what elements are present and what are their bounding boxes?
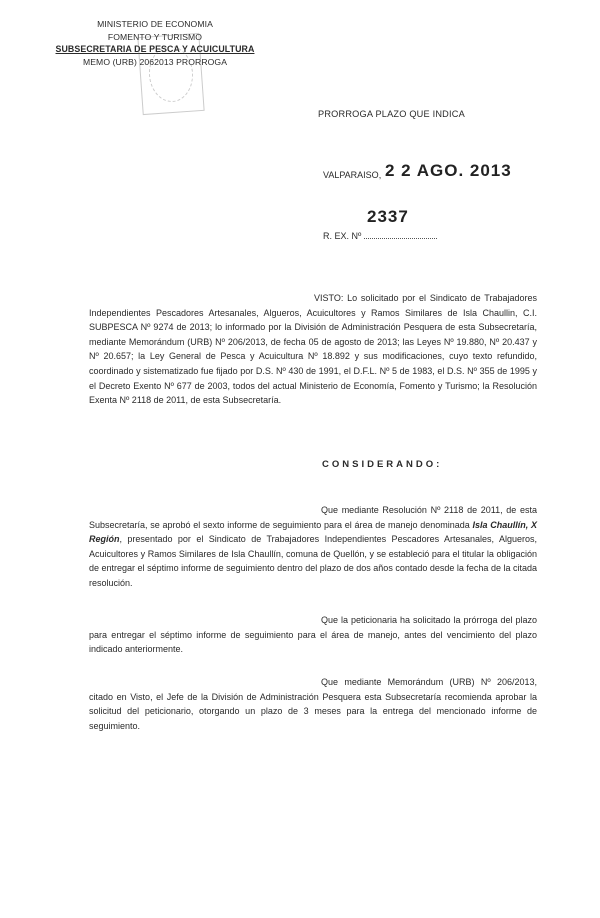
faded-stamp-icon: [137, 33, 204, 115]
resolution-number: 2337: [367, 207, 409, 226]
place-label: VALPARAISO,: [323, 170, 382, 180]
para1-before: Que mediante Resolución Nº 2118 de 2011, de esta Subsecretaría, se aprobó el sexto informe de seguimiento para el área de manejo denominada: [89, 505, 537, 530]
rex-label: R. EX. Nº: [323, 231, 362, 241]
considerando-paragraph-2: Que la peticionaria ha solicitado la prórroga del plazo para entregar el séptimo informe de seguimiento para el área de manejo, antes del vencimiento del plazo indicado anteriormente.: [89, 615, 537, 655]
para1-area-name: Isla Chaullín, X Región: [89, 519, 537, 545]
considerando-paragraph-3: Que mediante Memorándum (URB) Nº 206/2013, citado en Visto, el Jefe de la División de Administración Pesquera esta Subsecretaría recomienda aprobar la solicitud del peticionario, otorgando un plazo de 3 meses para la entrega del mencionado informe de seguimiento.: [89, 677, 537, 731]
document-subject: PRORROGA PLAZO QUE INDICA: [318, 109, 465, 119]
document-date: 2 2 AGO. 2013: [385, 161, 512, 180]
considerando-paragraph-1: [89, 503, 537, 591]
ministry-subtitle: FOMENTO Y TURISMO: [107, 31, 203, 42]
considerando-heading: CONSIDERANDO:: [322, 459, 443, 470]
para1-after: , presentado por el Sindicato de Trabajadores Independientes Pescadores Artesanales, Algueros, Acuicultores y Ramos Similares de Isla Chaullín, comuna de Quellón, y se estableció para el titular la obligación de entregar el séptimo informe de seguimiento dentro del plazo de dos años contado desde la fecha de la citada resolución.: [89, 534, 537, 588]
rex-underline: [364, 238, 437, 239]
visto-paragraph: VISTO: Lo solicitado por el Sindicato de Trabajadores Independientes Pescadores Artesanales, Algueros, Acuicultores y Ramos Similares de Isla Chaullin, C.I. SUBPESCA Nº 9274 de 2013; lo informado por la División de Administración Pesquera de esta Subsecretaría, mediante Memorándum (URB) Nº 206/2013, de fecha 05 de agosto de 2013; las Leyes Nº 19.880, Nº 20.437 y Nº 20.657; la Ley General de Pesca y Acuicultura Nº 18.892 y sus modificaciones, cuyo texto refundido, coordinado y sistematizado fue fijado por D.S. Nº 430 de 1991, el D.F.L. Nº 5 de 1983, el D.S. Nº 355 de 1995 y el Decreto Exento Nº 677 de 2003, todos del actual Ministerio de Economía, Fomento y Turismo; la Resolución Exenta Nº 2118 de 2011, de esta Subsecretaría.: [89, 293, 537, 406]
memo-reference: MEMO (URB) 2062013 PRORROGA: [82, 56, 228, 67]
rex-line: [323, 231, 437, 241]
ministry-name: MINISTERIO DE ECONOMIA: [97, 19, 213, 29]
subsecretaria-name: SUBSECRETARIA DE PESCA Y ACUICULTURA: [55, 44, 255, 54]
